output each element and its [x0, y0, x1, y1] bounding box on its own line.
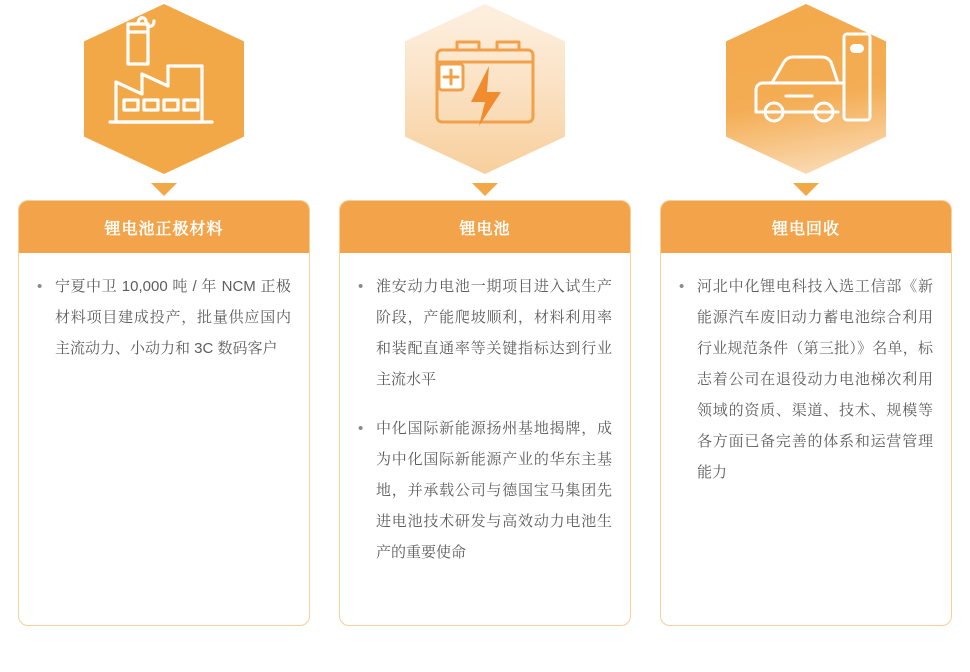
card-3 — [660, 200, 952, 626]
icon-badge-3 — [721, 0, 891, 200]
battery-icon — [405, 4, 565, 174]
card-body-3 — [661, 253, 951, 625]
column-lithium-cathode-material — [18, 0, 310, 626]
caret-2 — [472, 183, 498, 196]
bullet-list-3 — [675, 271, 933, 488]
card-body-2 — [340, 253, 630, 625]
card-1 — [18, 200, 310, 626]
factory-icon — [84, 4, 244, 174]
card-title-2: 锂电池 — [340, 201, 630, 253]
list-item: • 中化国际新能源扬州基地揭牌，成为中化国际新能源产业的华东主基地，并承载公司与德国宝马集团先进电池技术研发与高效动力电池生产的重要使命 — [354, 413, 612, 568]
card-body-1 — [19, 253, 309, 625]
list-item: • 河北中化锂电科技入选工信部《新能源汽车废旧动力蓄电池综合利用行业规范条件（第三批）》名单，标志着公司在退役动力电池梯次利用领域的资质、渠道、技术、规模等各方面已备完善的体系和运营管理能力 — [675, 271, 933, 488]
icon-badge-1 — [79, 0, 249, 200]
icon-badge-2 — [400, 0, 570, 200]
caret-3 — [793, 183, 819, 196]
list-item: • 淮安动力电池一期项目进入试生产阶段，产能爬坡顺利，材料利用率和装配直通率等关键指标达到行业主流水平 — [354, 271, 612, 395]
card-title-3: 锂电回收 — [661, 201, 951, 253]
card-2 — [339, 200, 631, 626]
bullet-list-1 — [33, 271, 291, 364]
caret-1 — [151, 183, 177, 196]
column-lithium-battery — [339, 0, 631, 626]
list-item: • 宁夏中卫 10,000 吨 / 年 NCM 正极材料项目建成投产，批量供应国内主流动力、小动力和 3C 数码客户 — [33, 271, 291, 364]
column-lithium-recycling — [660, 0, 952, 626]
bullet-list-2 — [354, 271, 612, 568]
card-title-1: 锂电池正极材料 — [19, 201, 309, 253]
car-recycling-icon — [726, 4, 886, 174]
